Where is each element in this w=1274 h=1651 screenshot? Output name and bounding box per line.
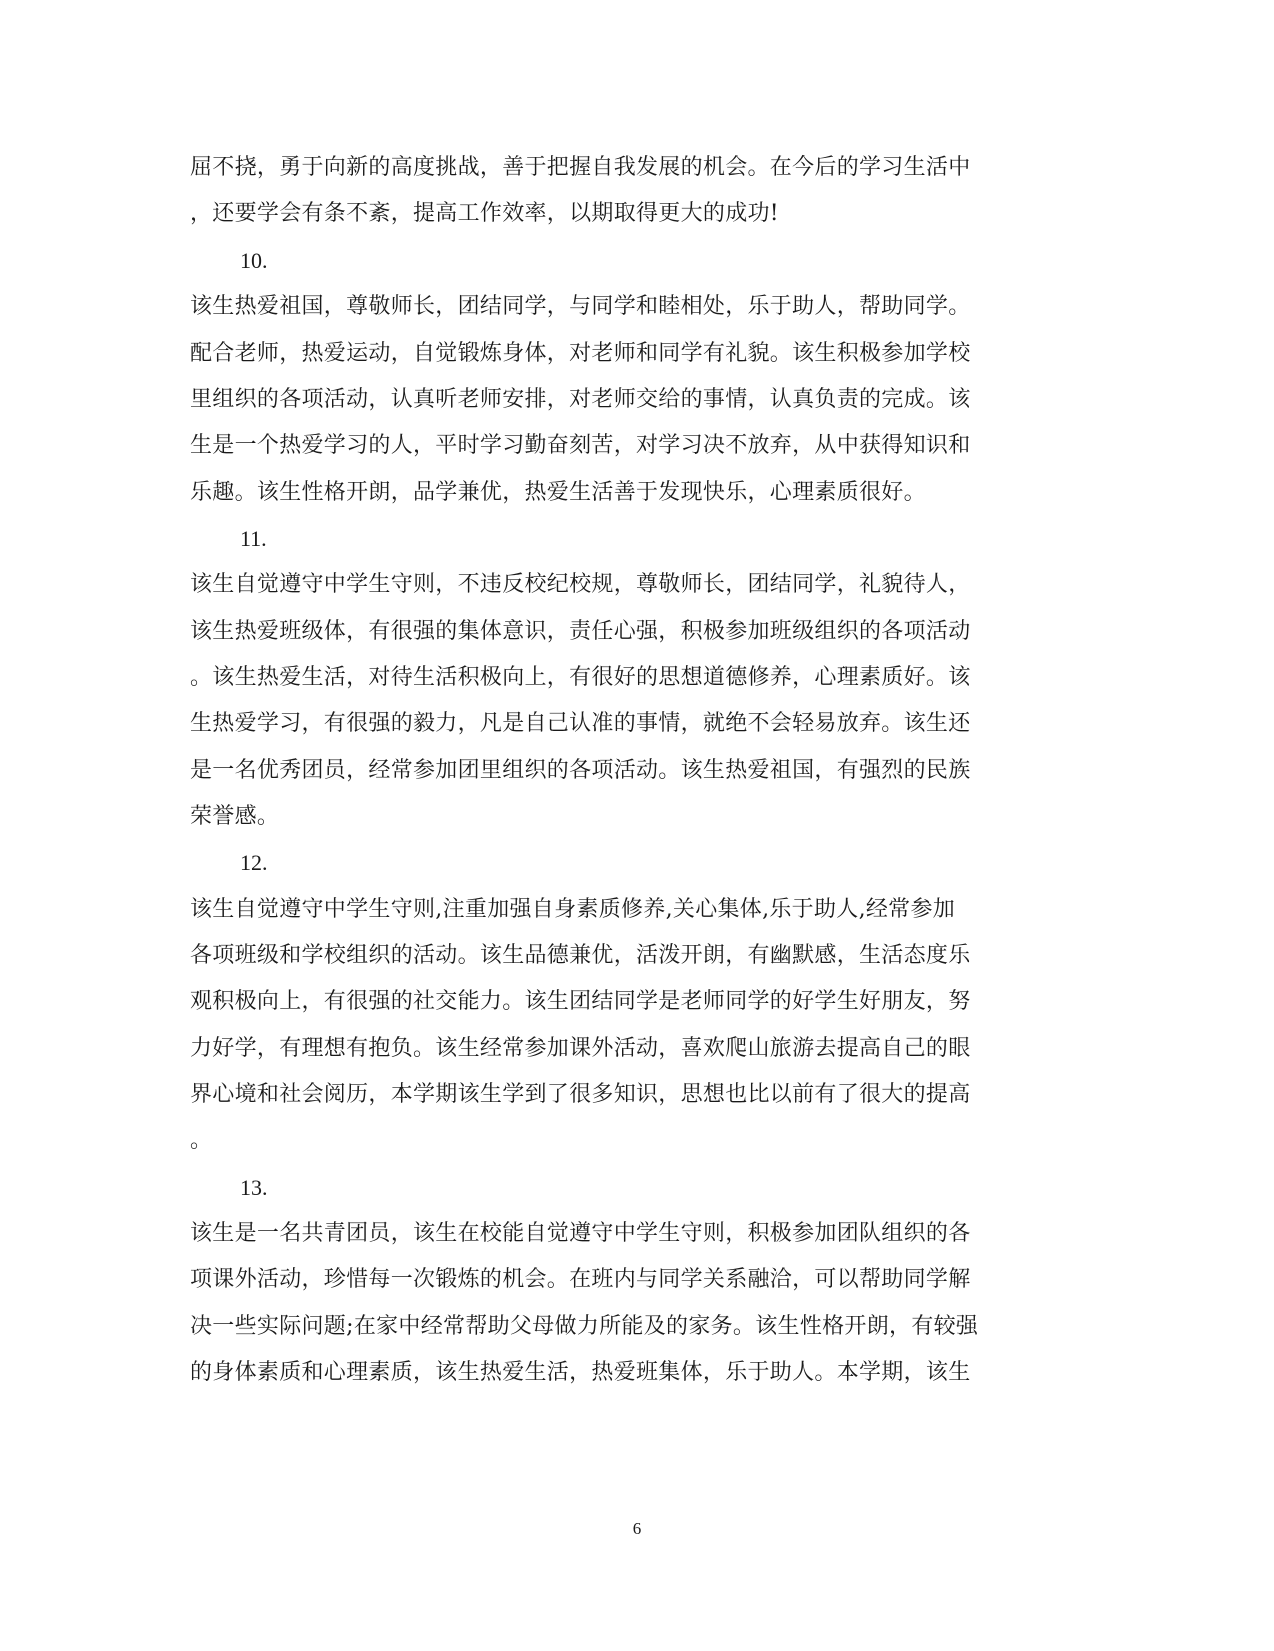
paragraph-line: 力好学，有理想有抱负。该生经常参加课外活动，喜欢爬山旅游去提高自己的眼 xyxy=(190,1036,971,1061)
paragraph-line: 该生自觉遵守中学生守则，不违反校纪校规，尊敬师长，团结同学，礼貌待人， xyxy=(190,572,971,597)
paragraph-line: 乐趣。该生性格开朗，品学兼优，热爱生活善于发现快乐，心理素质很好。 xyxy=(190,480,926,505)
paragraph-line: 该生热爱祖国，尊敬师长，团结同学，与同学和睦相处，乐于助人，帮助同学。 xyxy=(190,294,971,319)
paragraph-line: 配合老师，热爱运动，自觉锻炼身体，对老师和同学有礼貌。该生积极参加学校 xyxy=(190,341,971,366)
item-number: 12. xyxy=(240,850,268,875)
paragraph-line: 该生热爱班级体，有很强的集体意识，责任心强，积极参加班级组织的各项活动 xyxy=(190,619,971,644)
item-number: 10. xyxy=(240,248,268,273)
item-number: 13. xyxy=(240,1175,268,1200)
paragraph-line: 各项班级和学校组织的活动。该生品德兼优，活泼开朗，有幽默感，生活态度乐 xyxy=(190,943,971,968)
page-number: 6 xyxy=(632,1519,642,1538)
paragraph-line: 界心境和社会阅历，本学期该生学到了很多知识，思想也比以前有了很大的提高 xyxy=(190,1082,971,1107)
paragraph-line: ，还要学会有条不紊，提高工作效率，以期取得更大的成功! xyxy=(190,201,779,226)
paragraph-line: 是一名优秀团员，经常参加团里组织的各项活动。该生热爱祖国，有强烈的民族 xyxy=(190,758,971,783)
paragraph-line: 。该生热爱生活，对待生活积极向上，有很好的思想道德修养，心理素质好。该 xyxy=(190,665,971,690)
paragraph-line: 该生是一名共青团员，该生在校能自觉遵守中学生守则，积极参加团队组织的各 xyxy=(190,1221,971,1246)
paragraph-line: 观积极向上，有很强的社交能力。该生团结同学是老师同学的好学生好朋友，努 xyxy=(190,989,971,1014)
item-number: 11. xyxy=(240,526,267,551)
paragraph-line: 项课外活动，珍惜每一次锻炼的机会。在班内与同学关系融洽，可以帮助同学解 xyxy=(190,1267,971,1292)
paragraph-line: 里组织的各项活动，认真听老师安排，对老师交给的事情，认真负责的完成。该 xyxy=(190,387,971,412)
paragraph-line: 的身体素质和心理素质，该生热爱生活，热爱班集体，乐于助人。本学期，该生 xyxy=(190,1360,971,1385)
paragraph-line: 决一些实际问题;在家中经常帮助父母做力所能及的家务。该生性格开朗，有较强 xyxy=(190,1314,979,1339)
paragraph-line: 荣誉感。 xyxy=(190,804,280,829)
paragraph-line: 屈不挠，勇于向新的高度挑战，善于把握自我发展的机会。在今后的学习生活中 xyxy=(190,155,971,180)
paragraph-line: 该生自觉遵守中学生守则,注重加强自身素质修养,关心集体,乐于助人,经常参加 xyxy=(190,897,956,922)
paragraph-line: 生热爱学习，有很强的毅力，凡是自己认准的事情，就绝不会轻易放弃。该生还 xyxy=(190,711,971,736)
paragraph-line: 生是一个热爱学习的人，平时学习勤奋刻苦，对学习决不放弃，从中获得知识和 xyxy=(190,433,971,458)
paragraph-line: 。 xyxy=(190,1128,213,1153)
